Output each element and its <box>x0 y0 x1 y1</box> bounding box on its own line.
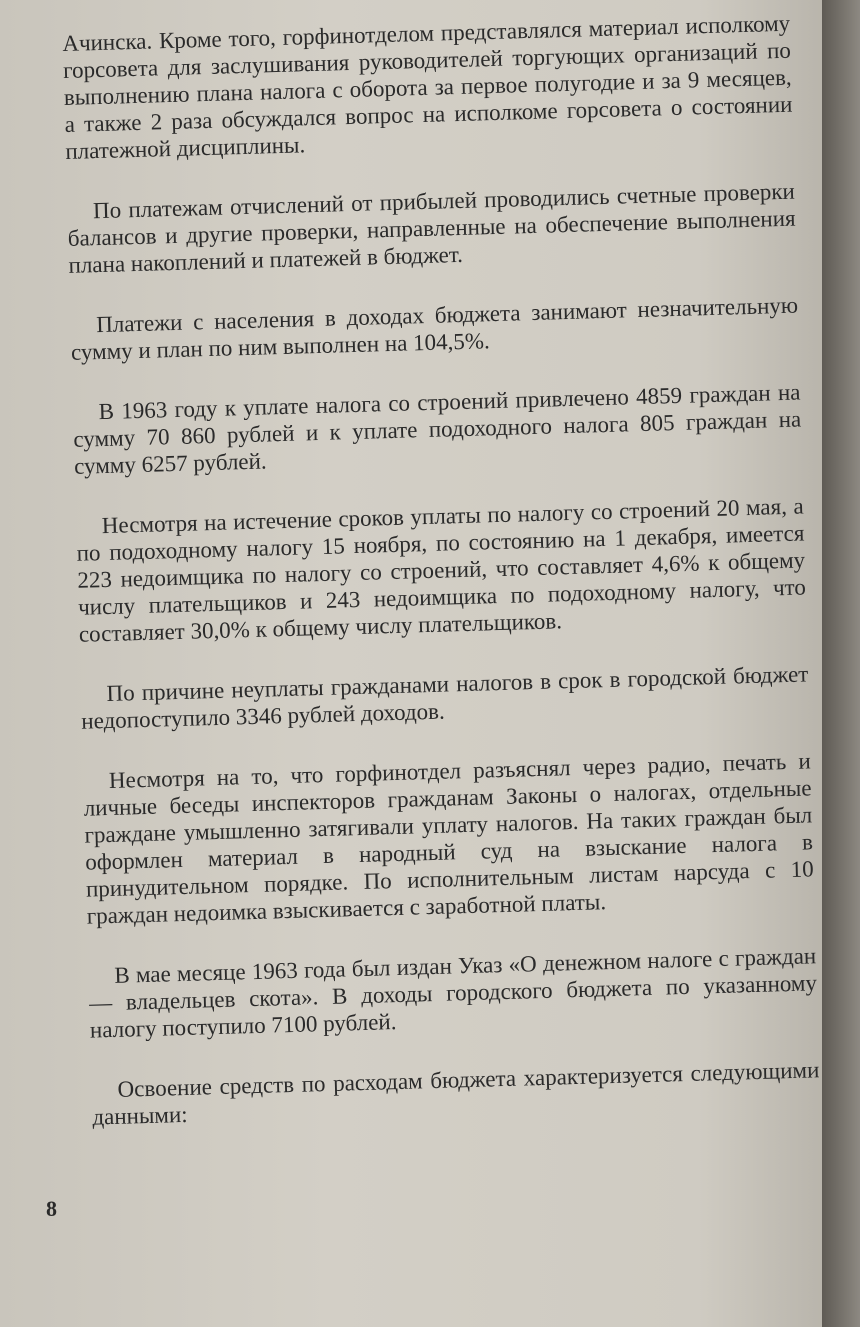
paragraph-8: В мае месяце 1963 года был издан Указ «О денежном налоге с граждан — владельцев скота». В доходы городского бюджета по указанному налогу поступило 7100 рублей. <box>88 943 818 1043</box>
paragraph-3: Платежи с населения в доходах бюджета занимают незначительную сумму и план по ним выполнен на 104,5%. <box>70 292 799 365</box>
paragraph-2: По платежам отчислений от прибылей проводились счетные проверки балансов и другие проверки, направленные на обеспечение выполнения плана накоплений и платежей в бюджет. <box>67 178 796 278</box>
page-body <box>62 10 820 1131</box>
paragraph-1: Ачинска. Кроме того, горфинотделом представлялся материал исполкому горсовета для заслушивания руководителей торгующих организаций по выполнению плана налога с оборота за первое полугодие и за 9 месяцев, а также 2 раза обсуждался вопрос на исполкоме горсовета о состоянии платежной дисциплины. <box>62 10 793 164</box>
paragraph-4: В 1963 году к уплате налога со строений привлечено 4859 граждан на сумму 70 860 рублей и к уплате подоходного налога 805 граждан на сумму 6257 рублей. <box>73 379 802 479</box>
paragraph-6: По причине неуплаты гражданами налогов в срок в городской бюджет недопоступило 3346 рублей доходов. <box>80 661 809 734</box>
paragraph-9: Освоение средств по расходам бюджета характеризуется следующими данными: <box>92 1057 820 1130</box>
page-number: 8 <box>46 1196 57 1221</box>
paragraph-7: Несмотря на то, что горфинотдел разъяснял через радио, печать и личные беседы инспекторов гражданам Законы о налогах, отдельные граждане умышленно затягивали уплату налогов. На таких граждан был оформлен материал в народный суд на взыскание налога в принудительном порядке. По исполнительным листам нарсуда с 10 граждан недоимка взыскивается с заработной платы. <box>83 748 815 929</box>
paragraph-5: Несмотря на истечение сроков уплаты по налогу со строений 20 мая, а по подоходному налогу 15 ноября, по состоянию на 1 декабря, имеется 223 недоимщика по налогу со строений, что составляет 4,6% к общему числу плательщиков и 243 недоимщика по подоходному налогу, что составляет 30,0% к общему числу плательщиков. <box>76 493 807 647</box>
binding-edge <box>822 0 860 1327</box>
